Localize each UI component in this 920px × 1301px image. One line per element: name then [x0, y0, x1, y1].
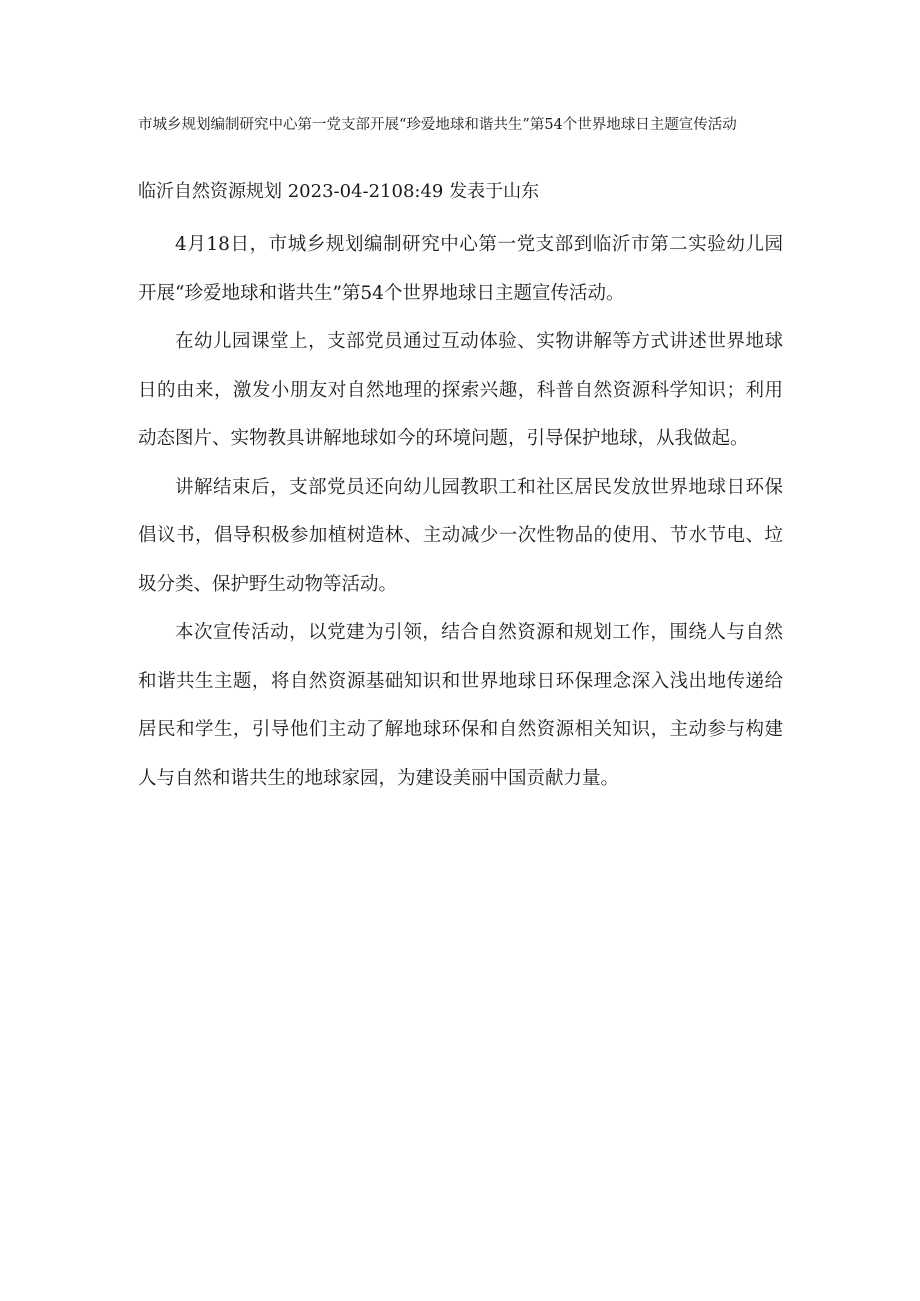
paragraph: 本次宣传活动，以党建为引领，结合自然资源和规划工作，围绕人与自然和谐共生主题，将自然资源基础知识和世界地球日环保理念深入浅出地传递给居民和学生，引导他们主动了解地球环保和自然资源相关知识，主动参与构建人与自然和谐共生的地球家园，为建设美丽中国贡献力量。 [138, 622, 783, 789]
article-title: 市城乡规划编制研究中心第一党支部开展“珍爱地球和谐共生”第54个世界地球日主题宣传活动 [138, 117, 737, 133]
paragraph: 在幼儿园课堂上，支部党员通过互动体验、实物讲解等方式讲述世界地球日的由来，激发小朋友对自然地理的探索兴趣，科普自然资源科学知识；利用动态图片、实物教具讲解地球如今的环境问题，引导保护地球，从我做起。 [138, 331, 783, 449]
article-body [138, 221, 783, 803]
article-meta: 临沂自然资源规划 2023-04-2108:49 发表于山东 [138, 181, 540, 202]
paragraph: 讲解结束后，支部党员还向幼儿园教职工和社区居民发放世界地球日环保倡议书，倡导积极参加植树造林、主动减少一次性物品的使用、节水节电、垃圾分类、保护野生动物等活动。 [138, 476, 783, 595]
paragraph: 4月18日，市城乡规划编制研究中心第一党支部到临沂市第二实验幼儿园开展“珍爱地球和谐共生”第54个世界地球日主题宣传活动。 [138, 234, 783, 304]
